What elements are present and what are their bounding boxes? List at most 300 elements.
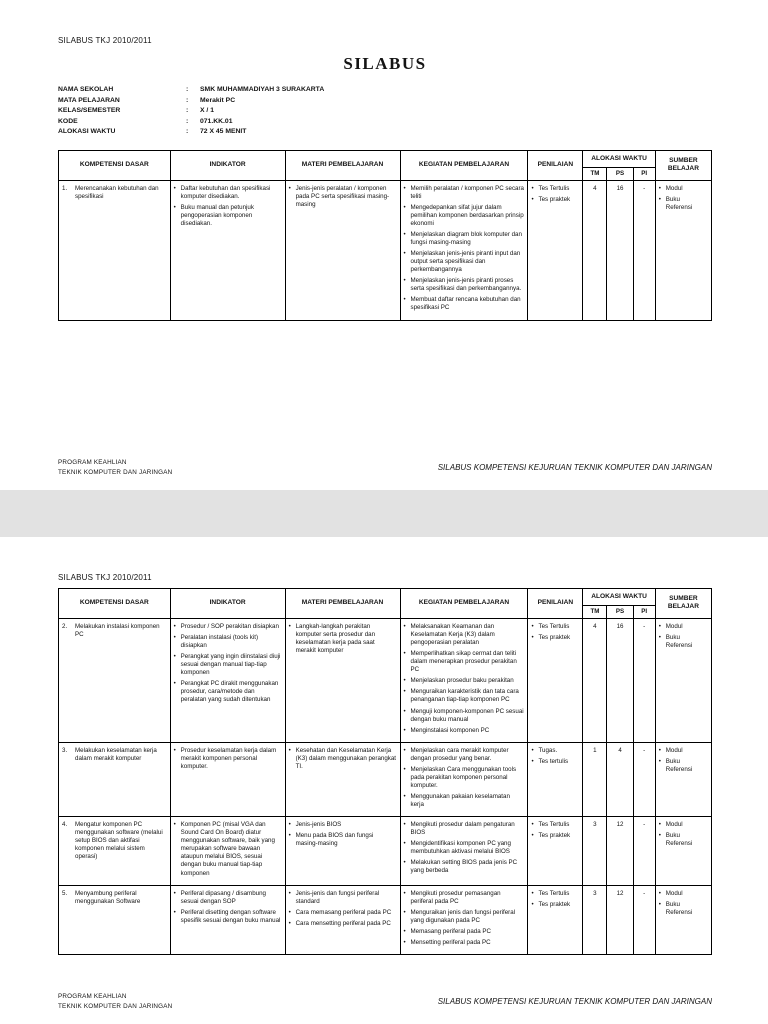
bullet-item [174,747,282,771]
bullet-text: Langkah-langkah perakitan komputer serta prosedur dan keselamatan kerja pada saat merakit komputer [295,622,376,655]
bullet-item [531,901,579,909]
bullet-item [289,623,397,655]
footer-program-keahlian [58,992,172,1011]
col-header-alokasi-waktu: ALOKASI WAKTU [583,150,655,167]
bullet-text: Buku Referensi [665,634,693,650]
bullet-icon: • [403,277,406,285]
bullet-text: Tes praktek [538,634,571,642]
bullet-item [404,277,525,293]
bullet-item [289,890,397,906]
bullet-icon: • [403,296,406,304]
bullet-icon: • [403,765,406,773]
col-header-alokasi-waktu: ALOKASI WAKTU [583,589,655,606]
cell-tm: 4 [583,180,607,320]
bullet-icon: • [403,746,406,754]
bullet-icon: • [403,859,406,867]
bullet-text: Cara memasang periferal pada PC [295,908,392,916]
bullet-text: Menjelaskan cara merakit komputer dengan prosedur yang benar. [410,746,509,762]
kompetensi-number: 2. [62,622,68,630]
kegiatan-list [404,185,525,313]
bullet-text: Menggunakan pakaian keselamatan kerja [410,793,510,809]
kompetensi-dasar-text [62,890,167,906]
bullet-item [404,766,525,790]
cell-sumber [655,180,711,320]
sumber-list [659,890,708,917]
bullet-text: Jenis-jenis BIOS [295,821,342,829]
bullet-text: Periferal dipasang / disambung sesuai dengan SOP [180,889,266,905]
cell-kegiatan [400,180,528,320]
bullet-icon: • [531,900,534,908]
bullet-text: Buku Referensi [665,832,693,848]
bullet-item [174,623,282,631]
cell-kegiatan [400,618,528,742]
bullet-icon: • [403,889,406,897]
table-row [59,180,712,320]
footer-left-line2: TEKNIK KOMPUTER DAN JARINGAN [58,468,173,476]
cell-kegiatan [400,817,528,885]
table-row [59,885,712,954]
page-header-text: SILABUS TKJ 2010/2011 [58,36,152,45]
bullet-text: Menguraikan karakteristik dan tata cara penanganan tiap-tiap komponen PC [410,688,519,704]
bullet-item [659,821,708,829]
bullet-icon: • [531,889,534,897]
bullet-item [404,708,525,724]
bullet-item [174,653,282,677]
meta-separator: : [186,107,189,115]
bullet-item [174,680,282,704]
materi-list [289,747,397,771]
materi-list [289,623,397,655]
bullet-icon: • [403,203,406,211]
bullet-icon: • [288,908,291,916]
bullet-item [659,901,708,917]
bullet-text: Menjelaskan jenis-jenis piranti proses serta spesifikasi dan perkembangannya. [410,277,522,293]
bullet-item [404,250,525,274]
table-row [59,817,712,885]
cell-sumber [655,885,711,954]
bullet-item [531,890,579,898]
cell-indikator [170,742,285,816]
indikator-list [174,185,282,228]
cell-penilaian [528,180,583,320]
footer-silabus-title: SILABUS KOMPETENSI KEJURUAN TEKNIK KOMPUTER DAN JARINGAN [437,997,712,1007]
bullet-item [404,793,525,809]
bullet-text: Prosedur / SOP perakitan disiapkan [180,622,279,630]
cell-materi [285,180,400,320]
bullet-text: Tes praktek [538,832,571,840]
bullet-text: Jenis-jenis dan fungsi periferal standard [295,889,380,905]
bullet-item [404,296,525,312]
bullet-text: Perangkat yang ingin diinstalasi diuji sesuai dengan manual tiap-tiap komponen [180,653,281,677]
col-header-materi: MATERI PEMBELAJARAN [285,589,400,619]
col-header-tm: TM [583,167,607,180]
bullet-text: Membuat daftar rencana kebutuhan dan spesifikasi PC [410,296,521,312]
bullet-item [404,677,525,685]
cell-sumber [655,817,711,885]
bullet-icon: • [403,821,406,829]
bullet-item [289,909,397,917]
bullet-text: Menjelaskan jenis-jenis piranti input dan output serta spesifikasi dan perkembangannya [410,250,521,274]
bullet-item [174,204,282,228]
bullet-text: Tugas. [538,746,558,754]
bullet-item [404,231,525,247]
bullet-text: Periferal disetting dengan software spesifik sesuai dengan buku manual [180,908,281,924]
bullet-item [531,747,579,755]
indikator-list [174,890,282,925]
bullet-item [289,920,397,928]
col-header-materi: MATERI PEMBELAJARAN [285,150,400,180]
cell-indikator [170,885,285,954]
bullet-text: Buku Referensi [665,900,693,916]
cell-kegiatan [400,742,528,816]
bullet-text: Kesehatan dan Keselamatan Kerja (K3) dalam menggunakan perangkat TI. [295,746,397,770]
page-header-text: SILABUS TKJ 2010/2011 [58,573,152,582]
penilaian-list [531,747,579,766]
cell-tm: 1 [583,742,607,816]
bullet-text: Menu pada BIOS dan fungsi masing-masing [295,832,374,848]
bullet-text: Memilih peralatan / komponen PC secara teliti [410,184,524,200]
meta-separator: : [186,96,189,104]
bullet-icon: • [531,746,534,754]
bullet-item [404,909,525,925]
kegiatan-list [404,747,525,809]
kompetensi-label: Melakukan keselamatan kerja dalam merakit komputer [75,746,157,762]
bullet-icon: • [658,889,661,897]
meta-label: NAMA SEKOLAH [58,86,114,93]
bullet-icon: • [173,908,176,916]
bullet-icon: • [531,832,534,840]
bullet-item [404,623,525,647]
bullet-text: Memasang periferal pada PC [410,927,491,935]
bullet-item [174,185,282,201]
meta-separator: : [186,86,189,93]
bullet-item [404,747,525,763]
bullet-item [659,634,708,650]
cell-ps: 16 [607,618,633,742]
col-header-indikator: INDIKATOR [170,589,285,619]
bullet-text: Mengedepankan sifat jujur dalam pemilihan komponen berdasarkan prinsip ekonomi [410,203,524,227]
col-header-pi: PI [633,167,655,180]
bullet-text: Menguraikan jenis dan fungsi periferal yang digunakan pada PC [410,908,516,924]
penilaian-list [531,623,579,642]
bullet-icon: • [658,900,661,908]
bullet-icon: • [403,938,406,946]
cell-indikator [170,180,285,320]
bullet-item [174,634,282,650]
bullet-text: Tes Tertulis [538,889,570,897]
footer-left-line2: TEKNIK KOMPUTER DAN JARINGAN [58,1002,173,1010]
bullet-icon: • [173,184,176,192]
col-header-pi: PI [633,606,655,619]
bullet-text: Tes praktek [538,900,571,908]
bullet-item [659,185,708,193]
cell-pi: - [633,885,655,954]
kompetensi-dasar-text [62,821,167,861]
meta-separator: : [186,117,189,125]
indikator-list [174,747,282,771]
meta-value: Merakit PC [200,96,236,104]
bullet-text: Memperlihatkan sikap cermat dan teliti dalam menerapkan prosedur perakitan PC [410,650,517,674]
col-header-kegiatan: KEGIATAN PEMBELAJARAN [400,150,528,180]
bullet-icon: • [173,680,176,688]
bullet-item [531,196,579,204]
bullet-icon: • [403,677,406,685]
bullet-text: Buku Referensi [665,195,693,211]
cell-tm: 3 [583,885,607,954]
bullet-text: Tes Tertulis [538,184,570,192]
bullet-item [404,650,525,674]
cell-materi [285,885,400,954]
bullet-item [289,832,397,848]
footer-silabus-title: SILABUS KOMPETENSI KEJURUAN TEKNIK KOMPUTER DAN JARINGAN [437,463,712,473]
bullet-icon: • [173,889,176,897]
bullet-text: Peralatan instalasi (tools kit) disiapkan [180,634,259,650]
bullet-icon: • [658,184,661,192]
cell-ps: 16 [607,180,633,320]
cell-kompetensi [59,180,171,320]
bullet-icon: • [173,653,176,661]
bullet-text: Menguji komponen-komponen PC sesuai dengan buku manual [410,707,524,723]
bullet-icon: • [531,821,534,829]
cell-indikator [170,618,285,742]
bullet-item [404,185,525,201]
bullet-icon: • [531,184,534,192]
cell-kompetensi [59,817,171,885]
bullet-text: Perangkat PC dirakit menggunakan prosedur, cara/metode dan peralatan yang sudah ditentukan [180,680,279,704]
cell-pi: - [633,817,655,885]
bullet-item [404,204,525,228]
bullet-item [531,623,579,631]
cell-sumber [655,742,711,816]
bullet-icon: • [658,821,661,829]
bullet-item [659,832,708,848]
sumber-list [659,623,708,650]
metadata-block [58,85,712,138]
bullet-text: Daftar kebutuhan dan spesifikasi komputer disediakan. [180,184,271,200]
bullet-icon: • [403,707,406,715]
silabus-table-page-2 [58,588,712,955]
meta-label: MATA PELAJARAN [58,96,120,104]
bullet-icon: • [403,908,406,916]
materi-list [289,821,397,848]
bullet-item [659,890,708,898]
meta-separator: : [186,128,189,136]
cell-penilaian [528,742,583,816]
bullet-icon: • [288,889,291,897]
document-title: SILABUS [343,54,427,73]
bullet-text: Jenis-jenis peralatan / komponen pada PC serta spesifikasi masing-masing [295,184,390,208]
kompetensi-label: Merencanakan kebutuhan dan spesifikasi [75,184,159,200]
bullet-icon: • [288,821,291,829]
kompetensi-dasar-text [62,185,167,201]
bullet-icon: • [403,650,406,658]
bullet-text: Menjelaskan diagram blok komputer dan fungsi masing-masing [410,230,522,247]
bullet-text: Komponen PC (misal VGA dan Sound Card On Board) diatur menggunakan software, baik yang merupakan software bawaan ataupun melalui BIOS, sesuai dengan buku manual tiap-tiap komponen [180,821,275,877]
materi-list [289,890,397,928]
cell-kegiatan [400,885,528,954]
cell-tm: 4 [583,618,607,742]
kompetensi-number: 1. [62,184,68,192]
bullet-text: Tes Tertulis [538,622,570,630]
meta-value: SMK MUHAMMADIYAH 3 SURAKARTA [200,86,325,93]
cell-ps: 12 [607,817,633,885]
table-row [59,618,712,742]
sumber-list [659,185,708,212]
col-header-kompetensi-dasar: KOMPETENSI DASAR [59,589,171,619]
bullet-icon: • [288,746,291,754]
bullet-text: Menginstalasi komponen PC [410,726,490,734]
cell-indikator [170,817,285,885]
kompetensi-number: 3. [62,746,68,754]
bullet-item [174,821,282,877]
col-header-ps: PS [607,167,633,180]
bullet-item [404,727,525,735]
bullet-icon: • [173,622,176,630]
cell-materi [285,817,400,885]
footer-program-keahlian [58,458,172,477]
cell-penilaian [528,618,583,742]
indikator-list [174,623,282,705]
bullet-item [531,821,579,829]
materi-list [289,185,397,209]
meta-label: ALOKASI WAKTU [58,128,116,136]
cell-kompetensi [59,885,171,954]
bullet-icon: • [531,195,534,203]
col-header-penilaian: PENILAIAN [528,150,583,180]
bullet-text: Modul [665,889,683,897]
penilaian-list [531,890,579,909]
footer-left-line1: PROGRAM KEAHLIAN [58,993,127,1001]
bullet-icon: • [658,832,661,840]
cell-pi: - [633,618,655,742]
bullet-text: Tes praktek [538,195,571,203]
bullet-icon: • [173,634,176,642]
bullet-icon: • [531,757,534,765]
bullet-item [531,634,579,642]
bullet-icon: • [403,622,406,630]
bullet-text: Tes tertulis [538,757,569,765]
cell-kompetensi [59,742,171,816]
kegiatan-list [404,623,525,735]
page-footer [58,450,712,477]
document-page-2 [0,537,768,1024]
bullet-item [404,821,525,837]
footer-left-line1: PROGRAM KEAHLIAN [58,459,127,467]
col-header-sumber-belajar: SUMBER BELAJAR [655,589,711,619]
table-header-row [59,589,712,606]
bullet-icon: • [173,746,176,754]
bullet-text: Mengikuti prosedur dalam pengaturan BIOS [410,821,515,837]
bullet-icon: • [531,634,534,642]
col-header-sumber-belajar: SUMBER BELAJAR [655,150,711,180]
bullet-icon: • [403,927,406,935]
bullet-icon: • [658,195,661,203]
bullet-item [404,688,525,704]
cell-pi: - [633,180,655,320]
table-row [59,742,712,816]
kompetensi-label: Melakukan instalasi komponen PC [75,622,160,639]
bullet-icon: • [658,746,661,754]
penilaian-list [531,821,579,840]
cell-penilaian [528,817,583,885]
bullet-text: Melaksanakan Keamanan dan Keselamatan Kerja (K3) dalam pengoperasian peralatan [410,622,495,647]
bullet-text: Melakukan setting BIOS pada jenis PC yang berbeda [410,859,518,875]
cell-tm: 3 [583,817,607,885]
bullet-item [659,747,708,755]
kompetensi-label: Mengatur komponen PC menggunakan software (melalui setup BIOS dan aktifasi komponen melalui sistem operasi) [75,821,163,861]
bullet-item [404,928,525,936]
bullet-icon: • [403,230,406,238]
indikator-list [174,821,282,877]
col-header-kompetensi-dasar: KOMPETENSI DASAR [59,150,171,180]
kompetensi-label: Menyambung periferal menggunakan Software [75,889,141,905]
kompetensi-dasar-text [62,623,167,639]
bullet-item [659,623,708,631]
meta-value: X / 1 [200,107,214,115]
bullet-item [531,832,579,840]
bullet-icon: • [403,840,406,848]
bullet-icon: • [658,634,661,642]
col-header-indikator: INDIKATOR [170,150,285,180]
table-header-row [59,150,712,167]
bullet-icon: • [658,622,661,630]
bullet-icon: • [403,184,406,192]
bullet-text: Modul [665,184,683,192]
bullet-item [289,185,397,209]
silabus-table-page-1 [58,150,712,321]
bullet-text: Mensetting periferal pada PC [410,938,491,946]
meta-label: KELAS/SEMESTER [58,107,121,115]
bullet-icon: • [403,250,406,258]
bullet-icon: • [288,832,291,840]
kegiatan-list [404,821,525,875]
meta-value: 72 X 45 MENIT [200,128,247,136]
bullet-item [289,747,397,771]
cell-ps: 12 [607,885,633,954]
bullet-item [531,758,579,766]
meta-value: 071.KK.01 [200,117,233,125]
col-header-penilaian: PENILAIAN [528,589,583,619]
bullet-icon: • [288,184,291,192]
meta-row-nama-sekolah [58,85,712,96]
meta-row-kode [58,117,712,128]
bullet-icon: • [403,793,406,801]
meta-row-mata-pelajaran [58,96,712,107]
col-header-kegiatan: KEGIATAN PEMBELAJARAN [400,589,528,619]
kompetensi-number: 5. [62,889,68,897]
bullet-icon: • [173,821,176,829]
cell-sumber [655,618,711,742]
bullet-icon: • [658,757,661,765]
bullet-item [531,185,579,193]
bullet-item [404,859,525,875]
bullet-text: Buku manual dan petunjuk pengoperasian komponen disediakan. [180,203,254,227]
col-header-ps: PS [607,606,633,619]
bullet-item [659,758,708,774]
sumber-list [659,821,708,848]
bullet-icon: • [173,203,176,211]
document-page-1 [0,0,768,490]
sumber-list [659,747,708,774]
cell-materi [285,618,400,742]
col-header-tm: TM [583,606,607,619]
bullet-item [289,821,397,829]
bullet-text: Modul [665,746,683,754]
cell-materi [285,742,400,816]
bullet-item [404,890,525,906]
bullet-icon: • [288,622,291,630]
bullet-text: Menjelaskan Cara menggunakan tools pada perakitan komponen personal komputer. [410,765,517,789]
